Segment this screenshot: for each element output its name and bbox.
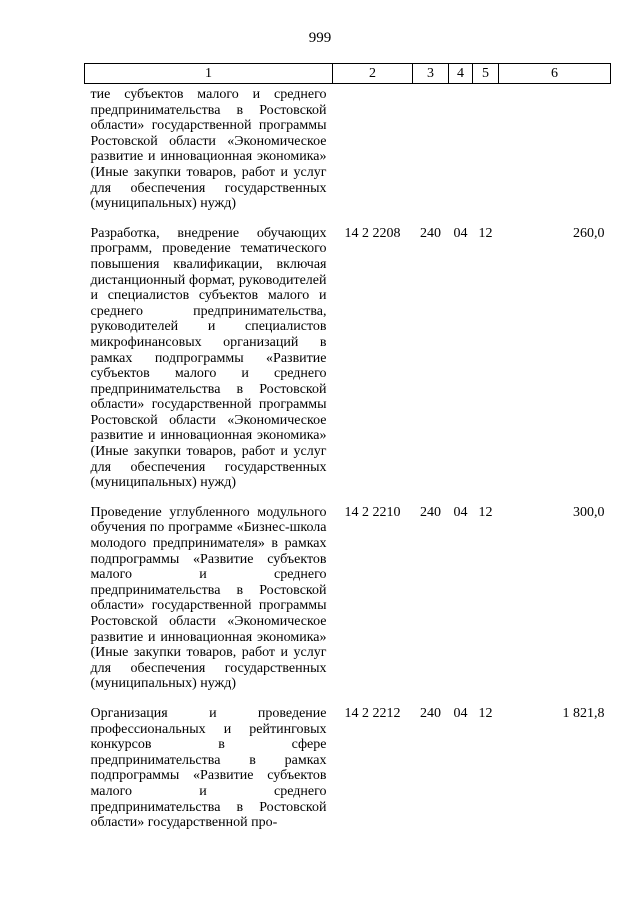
table-row xyxy=(85,212,611,491)
row-target-code xyxy=(333,84,413,212)
row-expense-type: 240 xyxy=(420,225,441,241)
row-name: тие субъектов малого и среднего предпринимательства в Ростовской области» государственной программы Ростовской области «Экономическое развитие и инновационная экономика» (Иные закупки товаров, работ и услуг для обеспечения государственных (муниципальных) нужд) xyxy=(90,87,327,212)
row-amount: 260,0 xyxy=(573,225,605,241)
header-col-6: 6 xyxy=(499,64,611,84)
table-row xyxy=(85,84,611,212)
row-section: 04 xyxy=(453,705,468,721)
row-subsection: 12 xyxy=(478,705,493,721)
row-amount: 1 821,8 xyxy=(562,705,605,721)
table-row xyxy=(85,692,611,831)
row-subsection: 12 xyxy=(478,504,493,520)
row-section xyxy=(449,84,473,212)
row-target-code: 14 2 2212 xyxy=(344,705,401,721)
header-col-3: 3 xyxy=(413,64,449,84)
row-subsection xyxy=(473,84,499,212)
row-target-code: 14 2 2208 xyxy=(344,225,401,241)
budget-table xyxy=(84,63,611,831)
row-subsection: 12 xyxy=(478,225,493,241)
row-expense-type: 240 xyxy=(420,705,441,721)
row-name: Разработка, внедрение обучающих программ, проведение тематического повышения квалификации, включая дистанционный формат, руководителей и специалистов субъектов малого и среднего предпринимательства, руководителей и специалистов микрофинансовых организаций в рамках подпрограммы «Развитие субъектов малого и среднего предпринимательства в Ростовской области» государственной программы Ростовской области «Экономическое развитие и инновационная экономика» (Иные закупки товаров, работ и услуг для обеспечения государственных (муниципальных) нужд) xyxy=(90,225,327,491)
header-col-4: 4 xyxy=(449,64,473,84)
table-header-row xyxy=(85,64,611,84)
row-name: Организация и проведение профессиональных и рейтинговых конкурсов в сфере предпринимательства в рамках подпрограммы «Развитие субъектов малого и среднего предпринимательства в Ростовской области» государственной про- xyxy=(90,705,327,831)
table-row xyxy=(85,491,611,692)
row-expense-type xyxy=(413,84,449,212)
row-section: 04 xyxy=(453,225,468,241)
row-expense-type: 240 xyxy=(420,504,441,520)
page-number: 999 xyxy=(308,30,332,46)
row-amount xyxy=(499,84,611,212)
row-target-code: 14 2 2210 xyxy=(344,504,401,520)
row-section: 04 xyxy=(453,504,468,520)
row-amount: 300,0 xyxy=(573,504,605,520)
row-name: Проведение углубленного модульного обучения по программе «Бизнес-школа молодого предпринимателя» в рамках подпрограммы «Развитие субъектов малого и среднего предпринимательства в Ростовской области» государственной программы Ростовской области «Экономическое развитие и инновационная экономика» (Иные закупки товаров, работ и услуг для обеспечения государственных (муниципальных) нужд) xyxy=(90,504,327,692)
header-col-2: 2 xyxy=(333,64,413,84)
header-col-1: 1 xyxy=(85,64,333,84)
header-col-5: 5 xyxy=(473,64,499,84)
